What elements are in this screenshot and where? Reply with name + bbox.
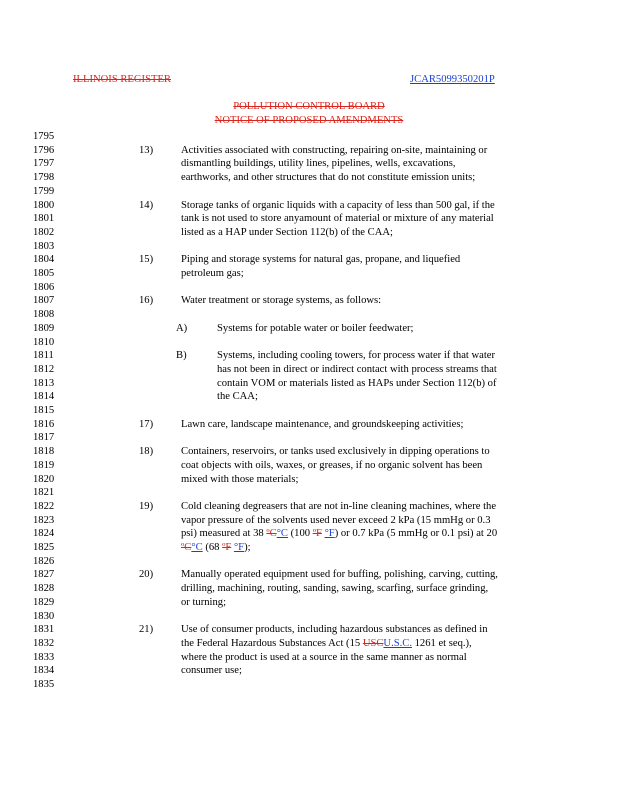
item-21-line <box>181 637 472 650</box>
item-14-line: listed as a HAP under Section 112(b) of the CAA; <box>181 226 393 238</box>
item-14-line: tank is not used to store anyamount of material or mixture of any material <box>181 213 494 225</box>
line-number: 1796 <box>33 144 55 156</box>
line-number: 1834 <box>33 665 55 677</box>
line-number: 1820 <box>33 473 55 485</box>
line-number: 1826 <box>33 555 55 567</box>
inserted-text: °F <box>324 528 335 540</box>
item-17-line: Lawn care, landscape maintenance, and groundskeeping activities; <box>181 418 464 430</box>
line-number: 1808 <box>33 309 55 321</box>
line-number: 1829 <box>33 596 55 608</box>
line-number: 1797 <box>33 158 55 170</box>
item-19-line: vapor pressure of the solvents used never exceed 2 kPa (15 mmHg or 0.3 <box>181 514 491 526</box>
line-number: 1819 <box>33 459 55 471</box>
line-number: 1799 <box>33 185 55 197</box>
line-number: 1802 <box>33 226 55 238</box>
item-19-text: (68 <box>202 542 223 553</box>
inserted-text: U.S.C. <box>383 637 412 649</box>
item-15-line: petroleum gas; <box>181 268 244 279</box>
deleted-text: USC <box>362 637 384 649</box>
line-number: 1800 <box>33 199 55 211</box>
line-number: 1809 <box>33 322 55 334</box>
line-number: 1804 <box>33 254 55 266</box>
deleted-text: ºF <box>312 528 322 540</box>
line-number: 1823 <box>33 514 55 526</box>
item-19-text: ) or 0.7 kPa (5 mmHg or 0.1 psi) at 20 <box>334 528 498 540</box>
item-19-line <box>181 527 497 540</box>
line-number: 1828 <box>33 583 55 595</box>
line-number: 1821 <box>33 487 55 499</box>
line-number: 1795 <box>33 131 55 142</box>
line-number: 1806 <box>33 281 55 293</box>
item-18-line: coat objects with oils, waxes, or greases, if no organic solvent has been <box>181 459 483 471</box>
line-number: 1815 <box>33 405 55 416</box>
board-title: POLLUTION CONTROL BOARD <box>233 101 385 112</box>
line-number: 1833 <box>33 651 55 663</box>
item-16b-line: Systems, including cooling towers, for process water if that water <box>217 350 496 362</box>
item-21-line: where the product is used at a source in the same manner as normal <box>181 651 467 663</box>
line-number: 1832 <box>33 637 55 649</box>
item-20-line: Manually operated equipment used for buffing, polishing, carving, cutting, <box>181 569 498 581</box>
item-21-line: consumer use; <box>181 665 242 677</box>
item-16-number: 16) <box>139 295 154 307</box>
item-15-line: Piping and storage systems for natural gas, propane, and liquefied <box>181 254 461 266</box>
line-number: 1816 <box>33 418 55 430</box>
line-number: 1805 <box>33 268 55 279</box>
deleted-text: ºC <box>266 528 277 540</box>
line-number: 1825 <box>33 542 55 553</box>
line-number: 1811 <box>33 350 54 362</box>
item-20-line: drilling, machining, routing, sanding, sawing, scarfing, surface grinding, <box>181 583 489 595</box>
inserted-text: °F <box>233 542 245 553</box>
item-16-line: Water treatment or storage systems, as follows: <box>181 295 382 307</box>
item-14-number: 14) <box>139 199 154 211</box>
inserted-text: °C <box>191 542 203 553</box>
line-number: 1814 <box>33 391 55 403</box>
item-19-text: ); <box>244 542 251 553</box>
line-number: 1835 <box>33 679 55 690</box>
item-19-line: Cold cleaning degreasers that are not in-line cleaning machines, where the <box>181 500 497 512</box>
line-number: 1827 <box>33 569 55 581</box>
notice-title: NOTICE OF PROPOSED AMENDMENTS <box>214 115 404 126</box>
item-16b-line: has not been in direct or indirect contact with process streams that <box>217 363 497 375</box>
deleted-text: ºF <box>222 542 232 553</box>
inserted-text: °C <box>276 528 288 540</box>
line-number: 1817 <box>33 432 55 444</box>
item-19-line <box>181 541 251 554</box>
item-14-line: Storage tanks of organic liquids with a capacity of less than 500 gal, if the <box>181 199 495 211</box>
item-13-line: dismantling buildings, utility lines, pipelines, wells, excavations, <box>181 158 456 170</box>
line-number: 1812 <box>33 363 55 375</box>
line-number: 1822 <box>33 500 55 512</box>
register-header: ILLINOIS REGISTER <box>73 74 171 85</box>
item-16a-number: A) <box>176 322 188 334</box>
item-21-text: 1261 et seq.), <box>411 637 472 649</box>
item-21-line: Use of consumer products, including hazardous substances as defined in <box>181 624 488 636</box>
item-13-line: earthworks, and other structures that do not constitute emission units; <box>181 172 476 184</box>
item-19-text: psi) measured at 38 <box>181 528 267 540</box>
item-13-line: Activities associated with constructing, repairing on-site, maintaining or <box>181 144 488 156</box>
item-18-line: mixed with those materials; <box>181 473 299 485</box>
line-number: 1831 <box>33 624 55 636</box>
line-number: 1830 <box>33 610 55 622</box>
item-16b-number: B) <box>176 350 187 362</box>
line-number: 1803 <box>33 240 55 252</box>
line-number: 1810 <box>33 336 55 348</box>
jcar-code: JCAR5099350201P <box>410 74 495 85</box>
line-number: 1813 <box>33 377 55 389</box>
item-19-text: (100 <box>288 528 313 540</box>
item-18-line: Containers, reservoirs, or tanks used exclusively in dipping operations to <box>181 446 490 458</box>
line-number: 1798 <box>33 172 55 184</box>
item-13-number: 13) <box>139 144 154 156</box>
line-number: 1824 <box>33 528 55 540</box>
item-20-line: or turning; <box>181 596 227 608</box>
item-16a-line: Systems for potable water or boiler feedwater; <box>217 322 414 334</box>
deleted-text: ºC <box>181 542 192 553</box>
item-21-text: the Federal Hazardous Substances Act (15 <box>181 637 363 649</box>
item-18-number: 18) <box>139 446 154 458</box>
item-19-number: 19) <box>139 500 154 512</box>
item-15-number: 15) <box>139 254 154 266</box>
line-number: 1801 <box>33 213 55 225</box>
item-16b-line: contain VOM or materials listed as HAPs under Section 112(b) of <box>217 377 497 389</box>
line-number: 1807 <box>33 295 55 307</box>
line-number: 1818 <box>33 446 55 458</box>
item-20-number: 20) <box>139 569 154 581</box>
item-17-number: 17) <box>139 418 154 430</box>
item-16b-line: the CAA; <box>217 391 258 403</box>
item-21-number: 21) <box>139 624 154 636</box>
